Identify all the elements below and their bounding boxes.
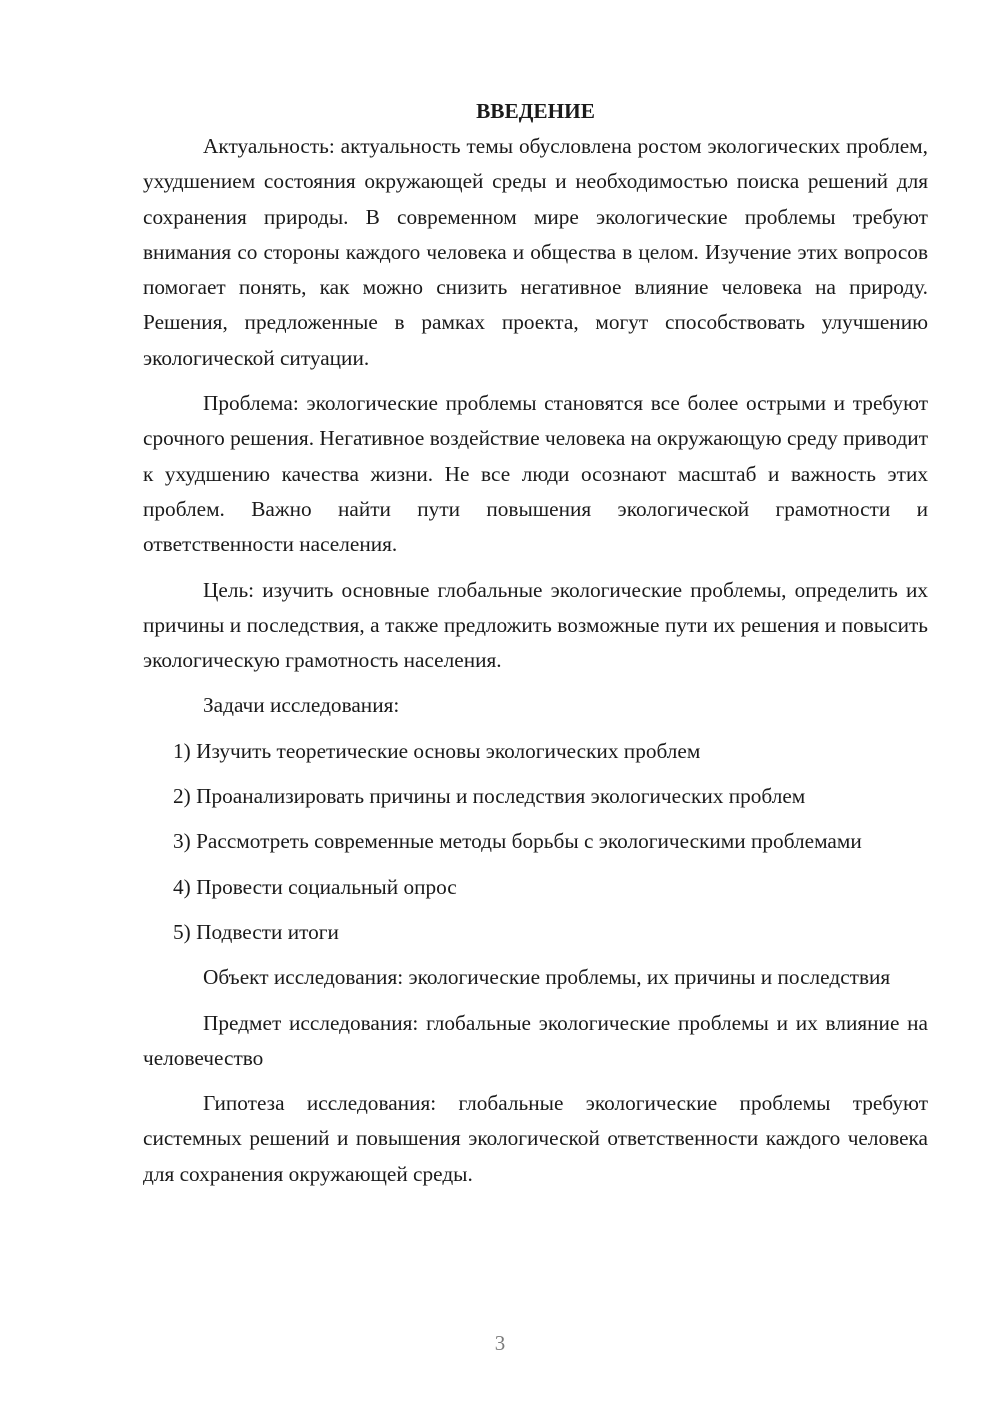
- goal-paragraph: Цель: изучить основные глобальные экологические проблемы, определить их причины и последствия, а также предложить возможные пути их решения и повысить экологическую грамотность населения.: [143, 577, 928, 673]
- problem-paragraph: Проблема: экологические проблемы становятся все более острыми и требуют срочного решения. Негативное воздействие человека на окружающую среду приводит к ухудшению качества жизни. Не все люди осознают масштаб и важность этих проблем. Важно найти пути повышения экологической грамотности и ответственности населения.: [143, 391, 928, 557]
- subject-paragraph: Предмет исследования: глобальные экологические проблемы и их влияние на человечество: [143, 1010, 928, 1070]
- task-item-2: 2) Проанализировать причины и последствия экологических проблем: [173, 784, 806, 809]
- task-item-5: 5) Подвести итоги: [173, 919, 339, 944]
- page-number: 3: [494, 1331, 506, 1355]
- task-item-1: 1) Изучить теоретические основы экологических проблем: [173, 738, 701, 763]
- hypothesis-paragraph: Гипотеза исследования: глобальные экологические проблемы требуют системных решений и повышения экологической ответственности каждого человека для сохранения окружающей среды.: [143, 1091, 928, 1186]
- relevance-paragraph: Актуальность: актуальность темы обусловлена ростом экологических проблем, ухудшением состояния окружающей среды и необходимостью поиска решений для сохранения природы. В современном мире экологические проблемы требуют внимания со стороны каждого человека и общества в целом. Изучение этих вопросов помогает понять, как можно снизить негативное влияние человека на природу. Решения, предложенные в рамках проекта, могут способствовать улучшению экологической ситуации.: [143, 134, 928, 370]
- tasks-title: Задачи исследования:: [203, 693, 400, 718]
- object-paragraph: Объект исследования: экологические проблемы, их причины и последствия: [203, 965, 891, 990]
- task-item-3: 3) Рассмотреть современные методы борьбы с экологическими проблемами: [173, 829, 862, 854]
- section-heading: ВВЕДЕНИЕ: [476, 99, 595, 123]
- task-item-4: 4) Провести социальный опрос: [173, 874, 457, 899]
- document-page: [143, 94, 928, 1202]
